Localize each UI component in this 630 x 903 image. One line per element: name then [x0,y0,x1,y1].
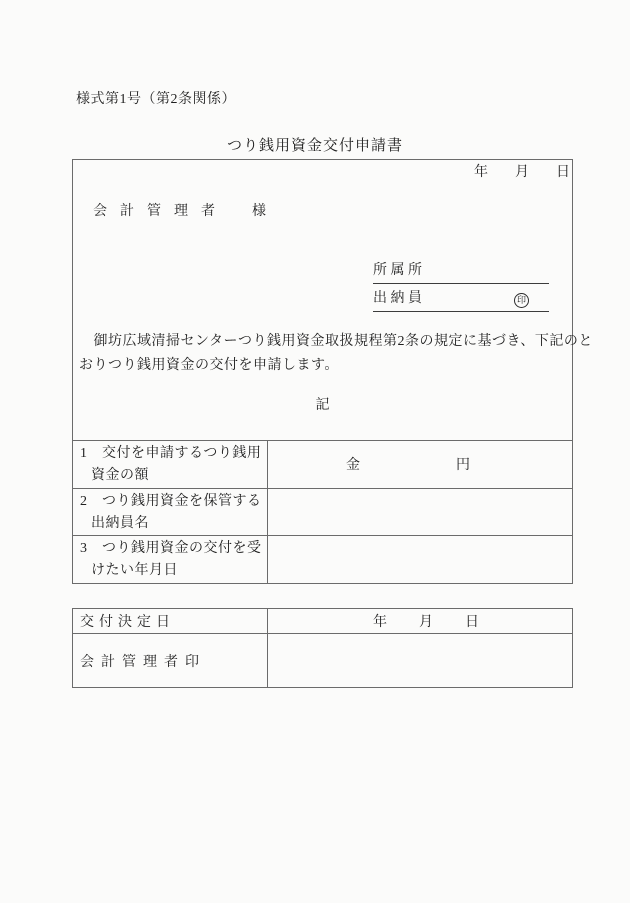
decision-date-value-cell [268,609,572,633]
year-label: 年 [373,615,387,630]
date-line [73,164,572,182]
request-row-amount [73,440,572,488]
label-line-1: 3 つり銭用資金の交付を受 [80,541,262,557]
application-form-box [72,159,593,584]
document-title: つり銭用資金交付申請書 [226,138,403,154]
request-row-date [73,535,572,583]
addressee-title: 会計管理者 [93,204,228,219]
note-heading: 記 [315,398,330,413]
label-line-1: 1 交付を申請するつり銭用 [80,446,262,461]
affiliation-label: 所属所 [373,263,426,278]
manager-seal-label: 会計管理者印 [80,654,206,670]
seal-mark-icon [514,293,529,308]
cashier-field [373,290,549,312]
decision-table [72,608,573,688]
request-row-cashier-name [73,488,572,536]
form-number: 様式第1号（第2条関係） [76,92,236,107]
request-row-cashier-label [73,489,268,536]
seal-mark-char: 印 [516,295,526,305]
addressee-honorific: 様 [252,204,266,219]
decision-date-label-cell [73,609,268,633]
requested-date-value-cell [268,536,572,583]
statement-line-2: おりつり銭用資金の交付を申請します。 [79,358,339,373]
decision-date-label: 交付決定日 [80,615,175,630]
label-line-2: 出納員名 [91,515,149,531]
statement-line-1: 御坊広域清掃センターつり銭用資金取扱規程第2条の規定に基づき、下記のと [79,334,593,349]
cashier-label: 出納員 [373,291,426,306]
manager-seal-row [73,634,572,687]
request-table [73,440,572,583]
amount-value-cell [268,441,572,488]
label-line-1: 2 つり銭用資金を保管する [80,493,262,509]
day-label: 日 [465,615,479,630]
request-row-amount-label [73,441,268,488]
request-row-date-label [73,536,268,583]
day-label: 日 [556,165,570,180]
decision-date-row [73,609,572,634]
month-label: 月 [419,615,433,630]
label-line-2: けたい年月日 [91,563,178,579]
affiliation-field [373,262,549,284]
month-label: 月 [515,165,529,180]
cashier-name-value-cell [268,489,572,536]
addressee-line [93,203,266,221]
year-label: 年 [474,165,488,180]
amount-suffix-label: 円 [456,458,470,474]
application-statement [79,330,593,378]
manager-seal-value-cell [268,634,572,687]
amount-prefix-label: 金 [346,458,360,474]
manager-seal-label-cell [73,634,268,687]
label-line-2: 資金の額 [91,468,149,483]
